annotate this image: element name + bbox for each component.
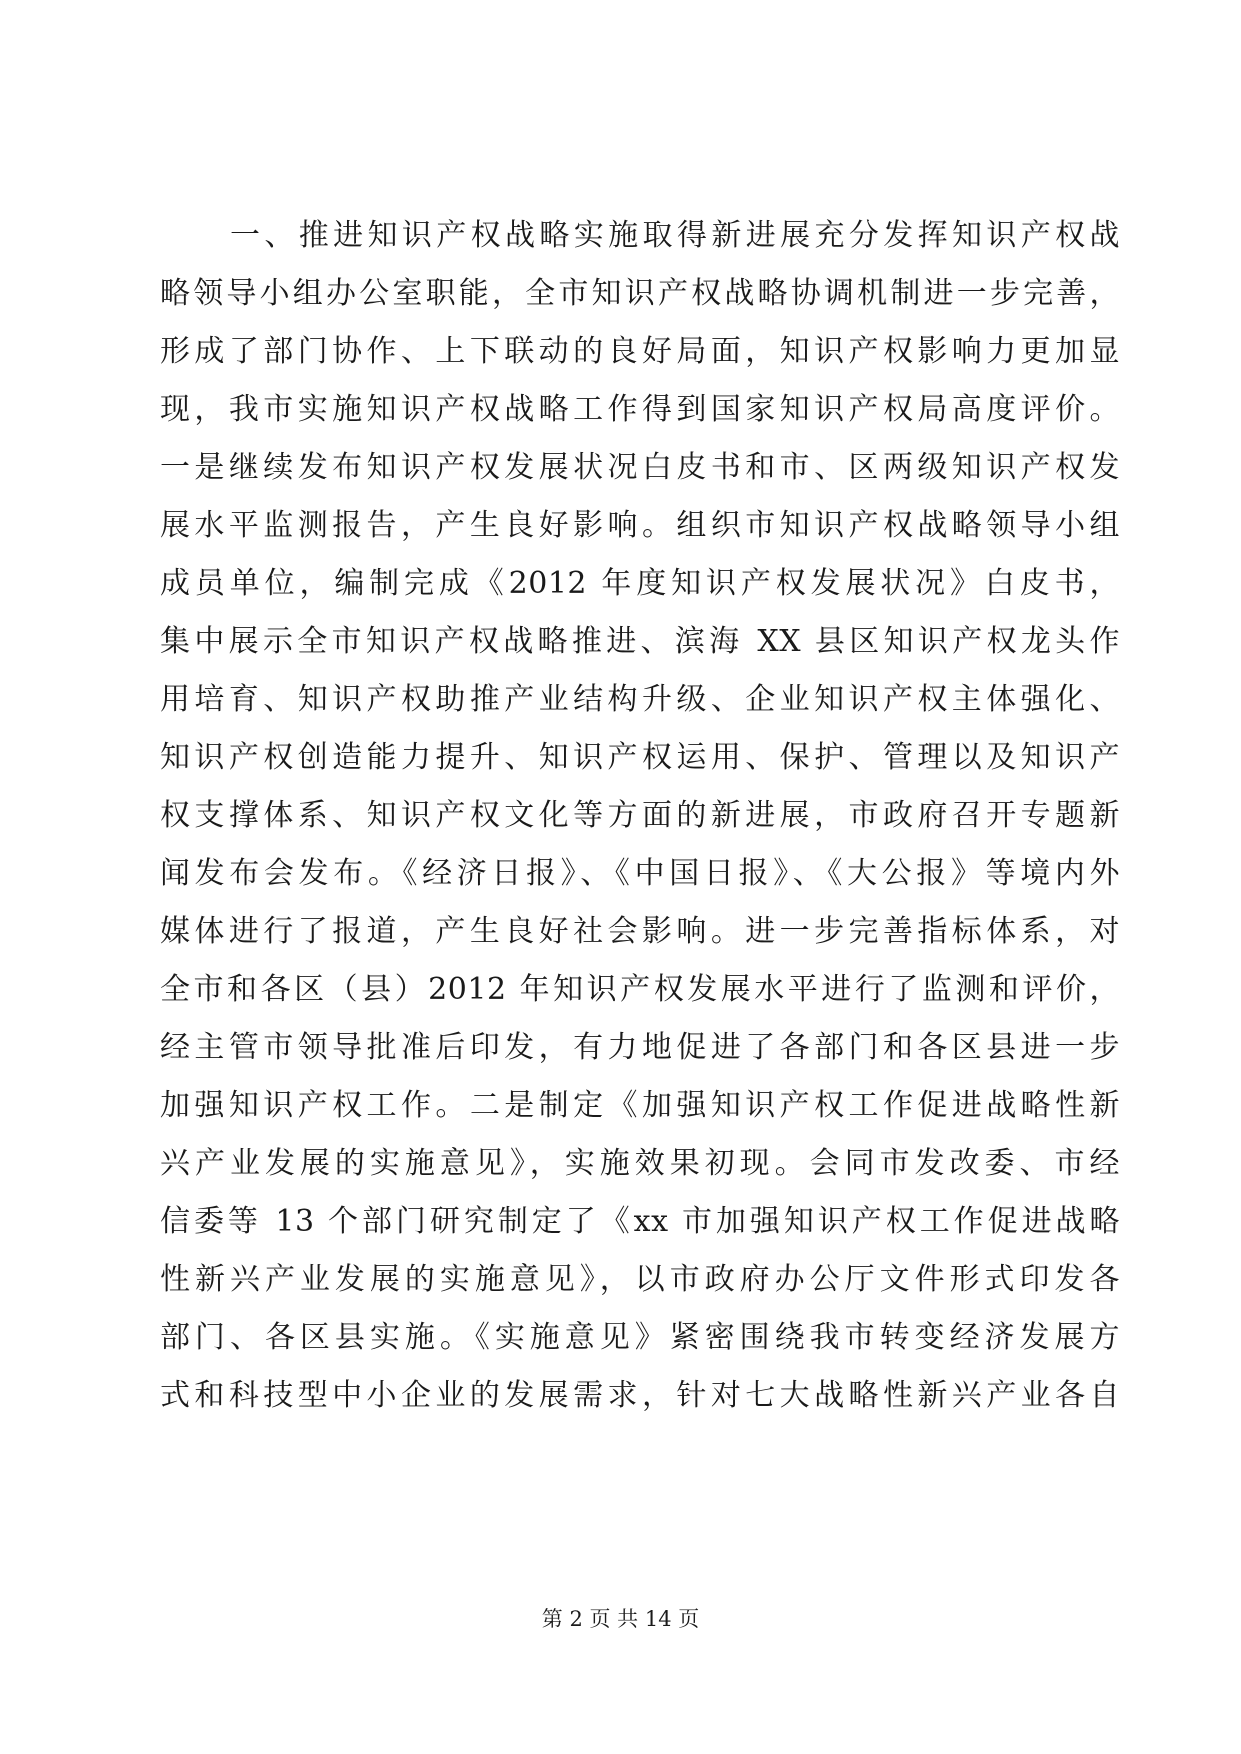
paragraph-line: 一是继续发布知识产权发展状况白皮书和市、区两级知识产权发: [160, 450, 1120, 485]
paragraph-line: 式和科技型中小企业的发展需求，针对七大战略性新兴产业各自: [160, 1378, 1120, 1413]
paragraph-line: 部门、各区县实施。《实施意见》紧密围绕我市转变经济发展方: [160, 1320, 1120, 1355]
body-paragraph: [160, 207, 1120, 1425]
paragraph-line: 现，我市实施知识产权战略工作得到国家知识产权局高度评价。: [160, 392, 1120, 427]
paragraph-line: 媒体进行了报道，产生良好社会影响。进一步完善指标体系，对: [160, 914, 1120, 949]
paragraph-line: 闻发布会发布。《经济日报》、《中国日报》、《大公报》等境内外: [160, 856, 1120, 891]
paragraph-line: 信委等 13 个部门研究制定了《xx 市加强知识产权工作促进战略: [160, 1204, 1120, 1239]
page-number-footer: 第 2 页 共 14 页: [541, 1607, 700, 1631]
paragraph-line: 兴产业发展的实施意见》，实施效果初现。会同市发改委、市经: [160, 1146, 1120, 1181]
paragraph-line: 略领导小组办公室职能，全市知识产权战略协调机制进一步完善，: [160, 276, 1120, 311]
paragraph-line: 性新兴产业发展的实施意见》，以市政府办公厅文件形式印发各: [160, 1262, 1120, 1297]
paragraph-line: 经主管市领导批准后印发，有力地促进了各部门和各区县进一步: [160, 1030, 1120, 1065]
paragraph-line: 形成了部门协作、上下联动的良好局面，知识产权影响力更加显: [160, 334, 1120, 369]
paragraph-line: 用培育、知识产权助推产业结构升级、企业知识产权主体强化、: [160, 682, 1120, 717]
paragraph-line: 一、推进知识产权战略实施取得新进展充分发挥知识产权战: [230, 218, 1120, 253]
paragraph-line: 权支撑体系、知识产权文化等方面的新进展，市政府召开专题新: [160, 798, 1120, 833]
paragraph-line: 知识产权创造能力提升、知识产权运用、保护、管理以及知识产: [160, 740, 1120, 775]
paragraph-line: 成员单位，编制完成《2012 年度知识产权发展状况》白皮书，: [160, 566, 1120, 601]
paragraph-line: 集中展示全市知识产权战略推进、滨海 XX 县区知识产权龙头作: [160, 624, 1120, 659]
paragraph-line: 全市和各区（县）2012 年知识产权发展水平进行了监测和评价，: [160, 972, 1120, 1007]
paragraph-line: 加强知识产权工作。二是制定《加强知识产权工作促进战略性新: [160, 1088, 1120, 1123]
paragraph-line: 展水平监测报告，产生良好影响。组织市知识产权战略领导小组: [160, 508, 1120, 543]
